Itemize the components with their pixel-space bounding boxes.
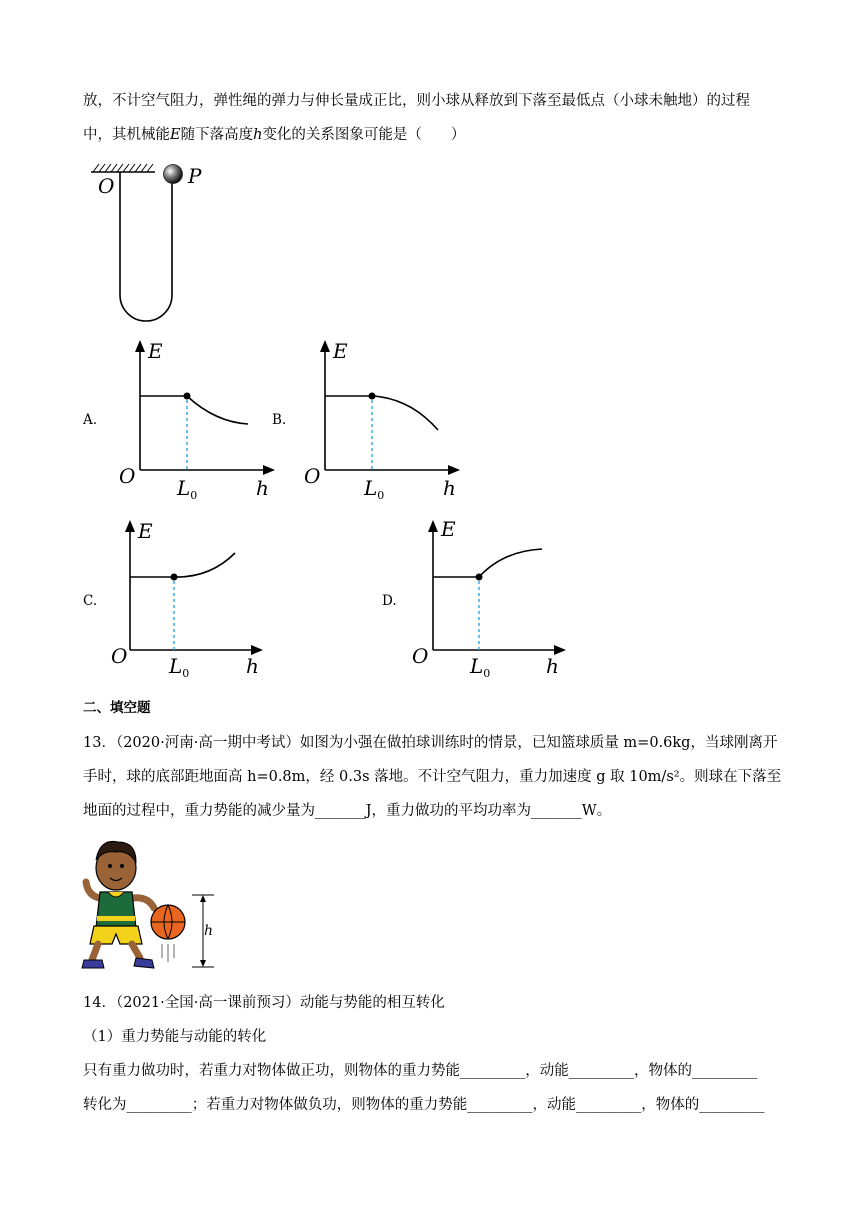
q14-text-line-2: （1）重力势能与动能的转化 [83, 1029, 267, 1045]
q13-text-line-3: 地面的过程中，重力势能的减少量为_______J，重力做功的平均功率为_______W。 [83, 803, 612, 819]
graph-c-l0-label: $L_0$ [169, 654, 190, 680]
q12-line2-part-b: 随下落高度 [180, 127, 254, 143]
q12-rope-figure [85, 160, 225, 330]
section-title: 二、填空题 [83, 700, 151, 716]
option-b-label[interactable]: B. [272, 412, 287, 428]
graph-b-o-label: O [304, 464, 321, 488]
point-p-label: P [188, 164, 202, 188]
q13-text-line-2: 手时，球的底部距地面高 h=0.8m，经 0.3s 落地。不计空气阻力，重力加速度 g 取 10m/s²。则球在下落至 [83, 769, 782, 785]
graph-b-h-label: h [443, 476, 456, 500]
q14-text-line-3: 只有重力做功时，若重力对物体做正功，则物体的重力势能_________，动能_________，物体的_________ [83, 1063, 758, 1079]
graph-c-o-label: O [111, 644, 128, 668]
basketball-icon [151, 905, 185, 939]
graph-d-h-label: h [546, 654, 559, 678]
graph-a-o-label: O [119, 464, 136, 488]
graph-a-e-label: E [148, 339, 163, 363]
option-d-graph [408, 518, 578, 683]
graph-a-l0-label: $L_0$ [177, 476, 198, 502]
option-b-graph [300, 338, 470, 503]
height-h-label: h [204, 923, 214, 939]
graph-c-h-label: h [246, 654, 259, 678]
option-a-graph [115, 338, 285, 503]
q14-text-line-4: 转化为_________；若重力对物体做负功，则物体的重力势能_________，动能_________，物体的_________ [83, 1097, 765, 1113]
graph-d-l0-label: $L_0$ [470, 654, 491, 680]
q13-basketball-figure [82, 836, 222, 976]
graph-c-e-label: E [138, 519, 153, 543]
q12-energy-symbol: E [170, 127, 181, 143]
graph-d-e-label: E [441, 517, 456, 541]
option-a-label[interactable]: A. [83, 412, 98, 428]
elastic-rope [120, 172, 172, 321]
q14-text-line-1: 14．（2021·全国·高一课前预习）动能与势能的相互转化 [83, 995, 445, 1011]
option-d-label[interactable]: D. [382, 593, 397, 609]
q12-text-line-2 [83, 124, 465, 146]
point-o-label: O [98, 174, 115, 198]
q12-line2-part-c: 变化的关系图象可能是（ ） [262, 127, 466, 143]
q12-line2-part-a: 中，其机械能 [83, 127, 170, 143]
graph-b-e-label: E [333, 339, 348, 363]
q12-height-symbol: h [253, 127, 263, 143]
q12-text-line-1: 放，不计空气阻力，弹性绳的弹力与伸长量成正比，则小球从释放到下落至最低点（小球未触地）的过程 [83, 93, 750, 109]
option-c-graph [105, 518, 275, 683]
ball-icon [164, 165, 183, 184]
graph-b-l0-label: $L_0$ [364, 476, 385, 502]
ceiling-hatch [91, 164, 155, 172]
graph-a-h-label: h [256, 476, 269, 500]
q13-text-line-1: 13．（2020·河南·高一期中考试）如图为小强在做拍球训练时的情景，已知篮球质量 m=0.6kg，当球刚离开 [83, 735, 778, 751]
graph-d-o-label: O [412, 644, 429, 668]
option-c-label[interactable]: C. [83, 593, 98, 609]
